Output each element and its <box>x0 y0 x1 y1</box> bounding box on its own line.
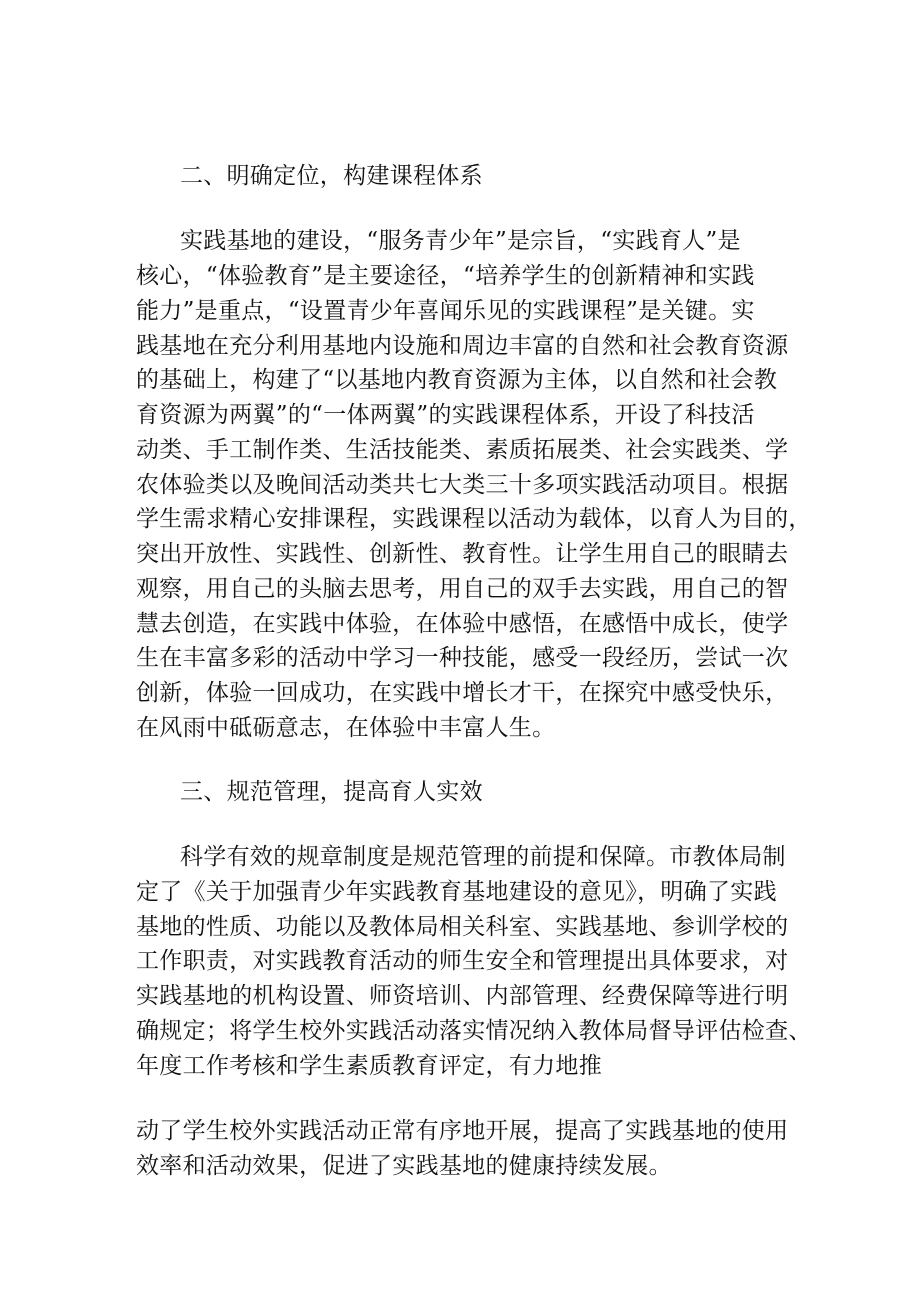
paragraph-line: 年度工作考核和学生素质教育评定，有力地推 <box>136 1053 602 1079</box>
paragraph-line: 确规定；将学生校外实践活动落实情况纳入教体局督导评估检查、 <box>136 1018 812 1044</box>
paragraph-line: 生在丰富多彩的活动中学习一种技能，感受一段经历，尝试一次 <box>136 645 789 671</box>
paragraph-line: 的基础上，构建了“以基地内教育资源为主体，以自然和社会教 <box>136 367 778 393</box>
paragraph-line: 观察，用自己的头脑去思考，用自己的双手去实践，用自己的智 <box>136 576 789 602</box>
paragraph-line: 突出开放性、实践性、创新性、教育性。让学生用自己的眼睛去 <box>136 541 789 567</box>
paragraph-line: 基地的性质、功能以及教体局相关科室、实践基地、参训学校的 <box>136 914 789 940</box>
paragraph-line: 实践基地的机构设置、师资培训、内部管理、经费保障等进行明 <box>136 983 789 1009</box>
paragraph-line: 农体验类以及晚间活动类共七大类三十多项实践活动项目。根据 <box>136 472 789 498</box>
paragraph-line: 定了《关于加强青少年实践教育基地建设的意见》，明确了实践 <box>136 879 777 905</box>
paragraph-line: 动了学生校外实践活动正常有序地开展，提高了实践基地的使用 <box>136 1118 789 1144</box>
paragraph-line: 核心，“体验教育”是主要途径，“培养学生的创新精神和实践 <box>136 263 755 289</box>
paragraph-line: 能力”是重点，“设置青少年喜闻乐见的实践课程”是关键。实 <box>136 298 755 324</box>
paragraph-line: 践基地在充分利用基地内设施和周边丰富的自然和社会教育资源 <box>136 333 789 359</box>
paragraph-line: 学生需求精心安排课程，实践课程以活动为载体，以育人为目的， <box>136 506 812 532</box>
paragraph-line: 工作职责，对实践教育活动的师生安全和管理提出具体要求，对 <box>136 948 789 974</box>
paragraph-line: 效率和活动效果，促进了实践基地的健康持续发展。 <box>136 1153 672 1179</box>
paragraph-line: 实践基地的建设，“服务青少年”是宗旨，“实践育人”是 <box>180 228 741 254</box>
paragraph-line: 在风雨中砥砺意志，在体验中丰富人生。 <box>136 715 556 741</box>
section-2-heading: 二、明确定位，构建课程体系 <box>180 163 483 189</box>
paragraph-line: 创新，体验一回成功，在实践中增长才干，在探究中感受快乐， <box>136 680 789 706</box>
paragraph-line: 科学有效的规章制度是规范管理的前提和保障。市教体局制 <box>180 844 786 870</box>
paragraph-line: 慧去创造，在实践中体验，在体验中感悟，在感悟中成长，使学 <box>136 611 789 637</box>
paragraph-line: 动类、手工制作类、生活技能类、素质拓展类、社会实践类、学 <box>136 437 789 463</box>
paragraph-line: 育资源为两翼”的“一体两翼”的实践课程体系，开设了科技活 <box>136 402 755 428</box>
section-3-heading: 三、规范管理，提高育人实效 <box>180 779 483 805</box>
